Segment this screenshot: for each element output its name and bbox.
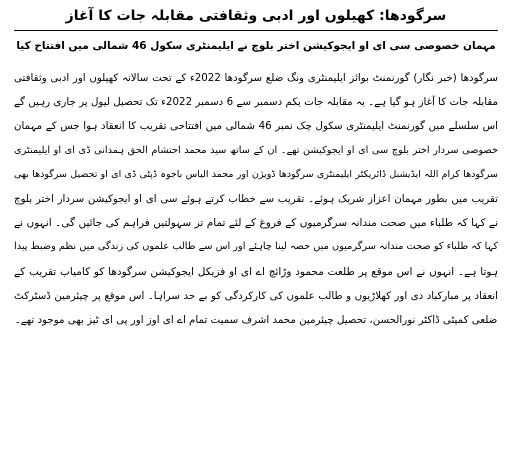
article-subheadline: مہمان خصوصی سی ای او ایجوکیشن اختر بلوچ نے ایلیمنٹری سکول 46 شمالی میں افتتاح کیا	[16, 40, 496, 52]
body-line: انعقاد پر مبارکباد دی اور کھلاڑیوں و طالب علموں کی کارکردگی کو بے حد سراہا۔ اس موقع پر چیئرمین ڈسٹرکٹ	[14, 289, 498, 302]
headline-divider	[14, 30, 498, 31]
body-line: خصوصی سردار اختر بلوچ سی ای او ایجوکیشن تھے۔ ان کے ساتھ سید محمد احتشام الحق ہمدانی ڈی ای او ایلیمنٹری	[14, 144, 498, 156]
article-body	[14, 66, 498, 332]
body-line: سرگودھا (خبر نگار) گورنمنٹ بوائز ایلیمنٹری ونگ ضلع سرگودھا 2022ء کے تحت سالانہ کھیلوں اور ادبی وثقافتی	[14, 72, 498, 84]
article-headline: سرگودھا: کھیلوں اور ادبی وثقافتی مقابلہ جات کا آغاز	[65, 8, 447, 24]
body-line: ہوتا ہے۔ انہوں نے اس موقع پر طلعت محمود وڑائچ اے ای او فزیکل ایجوکیشن سرگودھا کو کامیاب تقریب کے	[14, 265, 498, 278]
body-line: مقابلہ جات کا آغاز ہو گیا ہے۔ یہ مقابلہ جات یکم دسمبر سے 6 دسمبر 2022ء تک تحصیل لیول پر جاری رہیں گے	[14, 96, 498, 109]
body-line: ضلعی کمیٹی ڈاکٹر نورالحسن، تحصیل چیئرمین محمد اشرف سمیت تمام اے ای اوز اور پی ای ٹیز بھی موجود تھے۔	[14, 314, 498, 327]
body-line: سرگودھا کرام اللہ ایڈیشنل ڈائریکٹر ایلیمنٹری سرگودھا ڈویژن اور محمد الیاس باجوہ ڈپٹی ڈی ای او تحصیل سرگودھا بھی	[14, 168, 498, 180]
body-line: تقریب میں بطور مہمان اعزاز شریک ہوئے۔ تقریب سے خطاب کرتے ہوئے سی ای او ایجوکیشن سردار اختر بلوچ	[14, 193, 498, 206]
body-line: کہا کہ طلباء کو صحت مندانہ سرگرمیوں میں حصہ لینا چاہئے اور اس سے طالب علموں کی زندگی میں نظم وضبط پیدا	[14, 241, 498, 253]
body-line: نے کہا کہ طلباء میں صحت مندانہ سرگرمیوں کے فروغ کے لئے تمام تر سہولتیں فراہم کی جائیں گی۔ انہوں نے	[14, 217, 498, 230]
body-line: اس سلسلے میں گورنمنٹ ایلیمنٹری سکول چک نمبر 46 شمالی میں افتتاحی تقریب کا انعقاد ہوا جس کے مہمان	[14, 120, 498, 133]
